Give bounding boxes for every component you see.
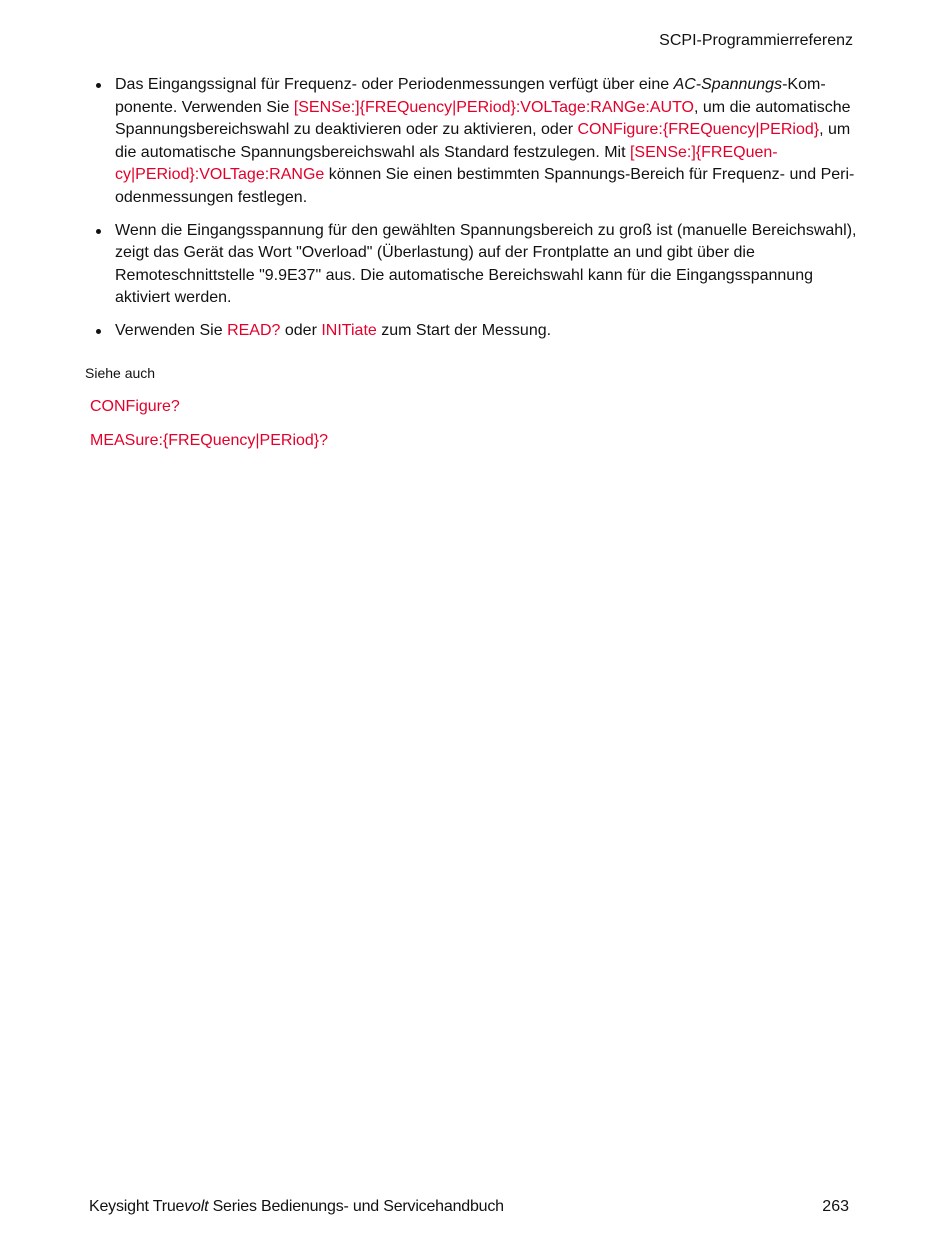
main-content [85,74,861,465]
link-initiate[interactable]: INITiate [321,321,377,339]
see-also-link-configure-query[interactable]: CONFigure? [90,397,180,415]
bullet-list [85,74,861,343]
page-header-title: SCPI-Programmierreferenz [659,32,853,49]
text-segment: Wenn die Eingangsspannung für den gewählten Spannungsbereich zu groß ist (manuelle Bereichswahl), zeigt das Gerät das Wort "Overload" (Überlastung) auf der Frontplatte an und gibt über die Remoteschnittstelle "9.9E37" aus. Die automatische Bereichswahl kann für die Eingangsspannung aktiviert werden. [115,221,857,307]
text-segment: können Sie einen bestimmten Spannungs-Bereich für Frequenz- und Periodenmessungen festlegen. [115,166,855,206]
text-segment: Verwenden Sie [115,321,228,339]
link-configure-frequency-period[interactable]: CONFigure:{FREQuency|PERiod} [577,121,820,139]
bullet-dot-icon [96,83,101,88]
text-segment: Das Eingangssignal für Frequenz- oder Periodenmessungen verfügt über eine [115,76,674,93]
text-segment: oder [280,321,322,339]
text-segment: , um die automatische Spannungsbereichswahl zu deaktivieren oder zu aktivieren, oder [115,98,851,139]
link-sense-voltage-range-auto[interactable]: [SENSe:]{FREQuency|PERiod}:VOLTage:RANGe:AUTO [293,98,694,116]
page-number: 263 [822,1198,849,1215]
link-sense-voltage-range[interactable]: [SENSe:]{FREQuency|PERiod}:VOLTage:RANGe [115,143,778,184]
bullet-dot-icon [96,329,101,334]
footer-title-italic: volt [184,1198,209,1215]
footer-title-suffix: Series Bedienungs- und Servicehandbuch [208,1198,504,1215]
footer-manual-title [89,1197,504,1217]
bullet-item-overload [115,220,861,310]
see-also-link-measure-frequency-period[interactable]: MEASure:{FREQuency|PERiod}? [90,431,329,449]
bullet-dot-icon [96,229,101,234]
text-segment: -Komponente. Verwenden Sie [115,76,826,116]
see-also-heading: Siehe auch [85,364,156,381]
footer-title-prefix: Keysight True [89,1198,185,1215]
bullet-item-start-measurement [115,320,861,343]
link-read[interactable]: READ? [227,321,281,339]
text-segment: zum Start der Messung. [376,321,552,339]
text-segment: , um die automatische Spannungsbereichswahl als Standard festzulegen. Mit [115,121,851,161]
bullet-item-voltage-range [115,74,861,210]
italic-term: AC-Spannungs [673,76,783,93]
